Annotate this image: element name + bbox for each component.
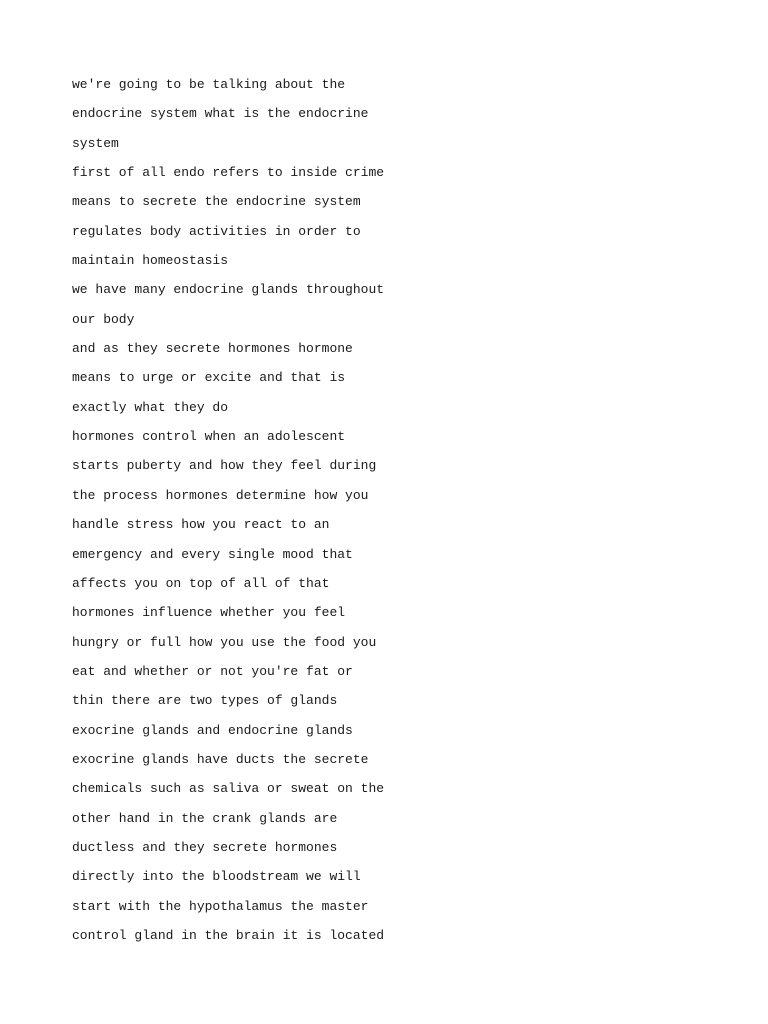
transcript-line: emergency and every single mood that	[72, 546, 353, 562]
transcript-line: maintain homeostasis	[72, 253, 229, 269]
transcript-line: regulates body activities in order to	[72, 223, 361, 239]
transcript-line: eat and whether or not you're fat or	[72, 663, 353, 679]
transcript-line: our body	[72, 311, 135, 327]
transcript-line: and as they secrete hormones hormone	[72, 341, 353, 357]
transcript-line: other hand in the crank glands are	[72, 810, 338, 826]
transcript-line: the process hormones determine how you	[72, 487, 369, 503]
transcript-line: starts puberty and how they feel during	[72, 458, 377, 474]
transcript-line: we have many endocrine glands throughout	[72, 282, 385, 298]
transcript-line: ductless and they secrete hormones	[72, 839, 338, 855]
transcript-line: hormones influence whether you feel	[72, 605, 346, 621]
transcript-line: exactly what they do	[72, 399, 229, 415]
transcript-line: hormones control when an adolescent	[72, 429, 346, 445]
transcript-line: first of all endo refers to inside crime	[72, 165, 385, 181]
transcript-line: chemicals such as saliva or sweat on the	[72, 781, 385, 797]
transcript-line: means to secrete the endocrine system	[72, 194, 361, 210]
transcript-line: hungry or full how you use the food you	[72, 634, 377, 650]
transcript-line: handle stress how you react to an	[72, 517, 330, 533]
transcript-line: affects you on top of all of that	[72, 575, 330, 591]
transcript-text	[72, 70, 384, 950]
transcript-line: exocrine glands and endocrine glands	[72, 722, 353, 738]
transcript-line: directly into the bloodstream we will	[72, 869, 361, 885]
transcript-line: endocrine system what is the endocrine	[72, 106, 369, 122]
transcript-line: means to urge or excite and that is	[72, 370, 346, 386]
transcript-line: thin there are two types of glands	[72, 693, 338, 709]
transcript-line: we're going to be talking about the	[72, 77, 346, 92]
transcript-line: system	[72, 135, 119, 151]
transcript-line: exocrine glands have ducts the secrete	[72, 751, 369, 767]
transcript-line: start with the hypothalamus the master	[72, 898, 369, 914]
transcript-line: control gland in the brain it is located	[72, 927, 385, 943]
